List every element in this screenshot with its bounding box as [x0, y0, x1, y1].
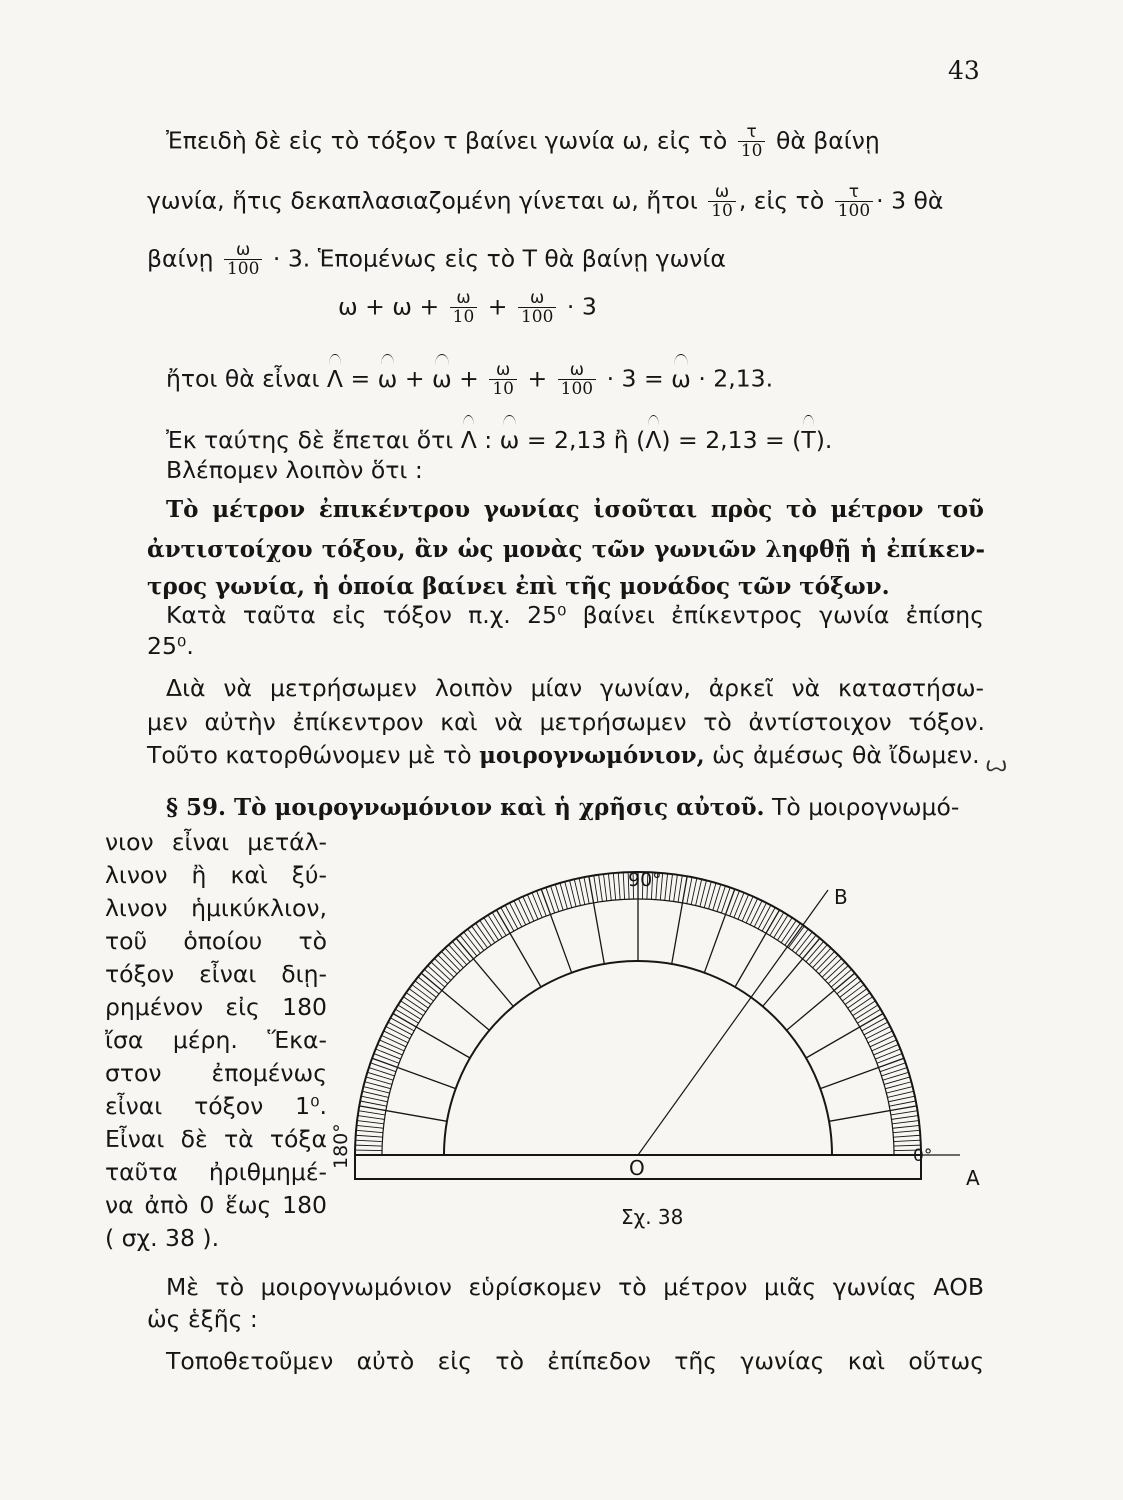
column-line-1: νιον εἶναι μετάλ-	[105, 828, 327, 856]
theorem-line-1: Τὸ μέτρον ἐπικέντρου γωνίας ἰσοῦται πρὸς τὸ μέτρον τοῦ	[166, 496, 984, 523]
text: βαίνῃ	[147, 244, 214, 273]
tick-mark	[754, 903, 766, 927]
math: ) = 2,13 = (	[661, 426, 802, 454]
column-line-4: τοῦ ὁποίου τὸ	[105, 927, 327, 955]
tick-mark	[888, 1096, 914, 1102]
text-line-13: Διὰ νὰ μετρήσωμεν λοιπὸν μίαν γωνίαν, ἀρκεῖ νὰ καταστήσω-	[166, 674, 984, 702]
tick-mark	[456, 938, 513, 1006]
fraction-omega-over-100	[518, 290, 556, 326]
tick-mark	[546, 887, 555, 913]
tick-mark	[669, 874, 672, 901]
tick-mark	[382, 1035, 406, 1046]
math: +	[527, 364, 548, 393]
column-line-13: ( σχ. 38 ).	[105, 1224, 220, 1252]
tick-mark	[734, 893, 744, 918]
tick-mark	[787, 973, 855, 1030]
numerator: ω	[714, 182, 730, 202]
denominator: 10	[489, 379, 517, 398]
tick-mark	[357, 1125, 384, 1128]
tick-mark	[386, 1027, 410, 1039]
denominator: 100	[224, 259, 262, 278]
tick-mark	[872, 1040, 897, 1051]
column-line-6: ρημένον εἰς 180	[105, 993, 327, 1021]
tick-mark	[891, 1111, 918, 1115]
denominator: 10	[708, 201, 736, 220]
tick-mark	[678, 875, 682, 902]
tick-mark	[514, 901, 526, 925]
column-line-9: εἶναι τόξον 1⁰.	[105, 1092, 327, 1120]
math: · 2,13.	[698, 364, 774, 393]
numerator: ω	[496, 360, 511, 380]
numerator: ω	[236, 240, 251, 260]
numerator: τ	[848, 182, 860, 202]
tick-mark	[691, 878, 697, 904]
label-90: 90°	[628, 869, 662, 891]
math: ).	[815, 426, 833, 454]
tick-mark	[537, 891, 547, 916]
tick-mark	[874, 1044, 899, 1055]
tick-mark	[604, 874, 607, 901]
tick-mark	[541, 889, 571, 973]
tick-mark	[357, 1121, 384, 1124]
math: +	[487, 292, 508, 321]
hat-omega: ω	[377, 364, 398, 393]
tick-mark	[421, 973, 489, 1030]
tick-mark	[589, 876, 604, 964]
tick-mark	[717, 886, 725, 912]
tick-mark	[594, 875, 598, 902]
ray-ob	[638, 890, 828, 1155]
text: · 3 θὰ	[876, 186, 944, 215]
tick-mark	[704, 889, 734, 973]
text-line-11: Κατὰ ταῦτα εἰς τόξον π.χ. 25⁰ βαίνει ἐπίκεντρος γωνία ἐπίσης	[166, 601, 984, 629]
hat-lambda: Λ	[326, 364, 343, 393]
bold-term: μοιρογνωμόνιον,	[479, 742, 705, 769]
tick-mark	[738, 895, 749, 920]
fraction-tau-over-10	[738, 124, 766, 160]
tick-mark	[358, 1111, 385, 1115]
text: Ἐπειδὴ δὲ εἰς τὸ τόξον τ βαίνει γωνία ω, εἰς τὸ	[166, 126, 728, 155]
math: · 3 =	[606, 364, 664, 393]
tick-mark	[358, 1116, 385, 1120]
equation-1	[338, 290, 597, 326]
tick-mark	[893, 1130, 920, 1132]
text-line-3	[147, 242, 726, 278]
numerator: ω	[569, 360, 585, 380]
numerator: τ	[746, 122, 757, 142]
fraction-tau-over-100	[835, 184, 873, 220]
tick-mark	[623, 872, 624, 899]
tick-mark	[892, 1121, 919, 1124]
theorem-line-2: ἀντιστοίχου τόξου, ἂν ὡς μονὰς τῶν γωνιῶν ληφθῇ ἡ ἐπίκεν-	[147, 536, 985, 563]
tick-mark	[355, 1140, 382, 1141]
text: , εἰς τὸ	[738, 186, 825, 215]
label-b: Β	[834, 885, 848, 909]
tick-mark	[355, 1145, 382, 1146]
tick-mark	[730, 891, 740, 916]
text-line-14: μεν αὐτὴν ἐπίκεντρον καὶ νὰ μετρήσωμεν τὸ ἀντίστοιχον τόξον.	[147, 708, 985, 736]
text-line-2	[147, 184, 985, 220]
tick-mark	[584, 877, 589, 904]
inner-arc	[444, 961, 832, 1155]
theorem-line-3: τρος γωνία, ἡ ὁποία βαίνει ἐπὶ τῆς μονάδος τῶν τόξων.	[147, 573, 890, 600]
page-number: 43	[948, 56, 980, 85]
tick-mark	[369, 1068, 395, 1076]
denominator: 10	[738, 141, 766, 160]
fraction-omega-over-10	[708, 184, 736, 220]
protractor-figure	[330, 855, 990, 1235]
tick-mark	[868, 1031, 892, 1043]
hat-omega: ω	[671, 364, 691, 393]
hat-lambda: Λ	[460, 426, 477, 454]
tick-mark	[379, 1040, 404, 1051]
fraction-omega-over-100	[558, 362, 596, 398]
numerator: ω	[456, 288, 471, 308]
tick-mark	[599, 875, 603, 902]
tick-mark	[532, 893, 542, 918]
fraction-omega-over-10	[450, 290, 478, 326]
tick-mark	[388, 1022, 412, 1035]
tick-mark	[608, 874, 611, 901]
tick-mark	[893, 1125, 920, 1128]
text: Ἐκ ταύτης δὲ ἔπεται ὅτι	[166, 426, 454, 454]
tick-mark	[613, 873, 615, 900]
fraction-omega-over-10	[489, 362, 517, 398]
tick-mark	[356, 1130, 383, 1132]
text: θὰ βαίνῃ	[775, 126, 880, 155]
protractor-diagram	[330, 855, 990, 1235]
tick-mark	[742, 896, 753, 921]
text-line-6	[166, 424, 832, 456]
math: =	[350, 364, 371, 393]
tick-mark	[551, 886, 559, 912]
tick-mark	[763, 938, 820, 1006]
column-line-5: τόξον εἶναι διῃ-	[105, 960, 327, 988]
tick-mark	[518, 899, 529, 923]
tick-mark	[820, 1058, 904, 1088]
equation-2	[166, 362, 773, 398]
tick-mark	[864, 1022, 888, 1035]
label-180: 180°	[330, 1123, 352, 1169]
tick-mark	[750, 901, 762, 925]
section-title: § 59. Τὸ μοιρογνωμόνιον καὶ ἡ χρῆσις αὐτοῦ.	[166, 794, 765, 821]
text-line-7: Βλέπομεν λοιπὸν ὅτι :	[166, 456, 423, 484]
denominator: 100	[835, 201, 873, 220]
tick-mark	[889, 1101, 916, 1106]
tick-mark	[370, 1063, 396, 1072]
text-line-31: Τοποθετοῦμεν αὐτὸ εἰς τὸ ἐπίπεδον τῆς γωνίας καὶ οὕτως	[166, 1347, 984, 1375]
label-a: Α	[966, 1166, 980, 1190]
tick-mark	[384, 1031, 408, 1043]
text-line-12: 25⁰.	[147, 632, 194, 660]
text-line-29: Μὲ τὸ μοιρογνωμόνιον εὑρίσκομεν τὸ μέτρον μιᾶς γωνίας ΑΟΒ	[166, 1273, 984, 1301]
tick-mark	[880, 1063, 906, 1072]
tick-mark	[881, 1068, 907, 1076]
tick-mark	[875, 1049, 900, 1059]
denominator: 100	[518, 307, 556, 326]
math: :	[484, 426, 493, 454]
label-0-degrees: 0°	[913, 1146, 933, 1166]
hat-omega: ω	[432, 364, 452, 393]
tick-mark	[665, 874, 668, 901]
math: = 2,13 ἢ (	[526, 426, 646, 454]
text: γωνία, ἥτις δεκαπλασιαζομένη γίνεται ω, ἤτοι	[147, 186, 698, 215]
text: · 3. Ἑπομένως εἰς τὸ Τ θὰ βαίνῃ γωνία	[272, 244, 726, 273]
tick-mark	[674, 875, 678, 902]
label-o: O	[629, 1156, 645, 1180]
tick-mark	[618, 873, 620, 900]
tick-mark	[378, 1044, 403, 1055]
hat-t: Τ	[801, 426, 816, 454]
tick-mark	[894, 1140, 921, 1141]
fraction-omega-over-100	[224, 242, 262, 278]
tick-mark	[376, 1049, 401, 1059]
tick-mark	[758, 905, 771, 929]
column-line-3: λινον ἡμικύκλιον,	[105, 894, 327, 922]
column-line-8: στον ἐπομένως	[105, 1059, 327, 1087]
tick-mark	[579, 878, 585, 904]
tick-mark	[523, 896, 534, 921]
margin-pencil-mark: ꙍ	[985, 752, 1008, 777]
math: +	[404, 364, 425, 393]
hat-lambda: Λ	[645, 426, 662, 454]
tick-mark	[356, 1135, 383, 1137]
tick-mark	[361, 1096, 387, 1102]
text: ἤτοι θὰ εἶναι	[166, 364, 320, 393]
section-heading-line	[166, 791, 984, 824]
tick-mark	[877, 1054, 902, 1064]
tick-mark	[893, 1135, 920, 1137]
figure-caption: Σχ. 38	[621, 1205, 684, 1229]
tick-mark	[870, 1035, 894, 1046]
column-line-11: ταῦτα ἠριθμημέ-	[105, 1158, 327, 1186]
tick-mark	[829, 1106, 917, 1121]
column-line-2: λινον ἢ καὶ ξύ-	[105, 861, 327, 889]
text-line-30: ὡς ἑξῆς :	[147, 1305, 258, 1333]
tick-mark	[505, 905, 518, 929]
tick-mark	[360, 1101, 387, 1106]
column-line-12: να ἀπὸ 0 ἕως 180	[105, 1191, 327, 1219]
tick-mark	[866, 1027, 890, 1039]
tick-mark	[892, 1116, 919, 1120]
text: Τὸ μοιρογνωμό-	[772, 793, 960, 821]
tick-mark	[746, 899, 757, 923]
tick-mark	[359, 1106, 447, 1121]
tick-mark	[372, 1058, 456, 1088]
hat-omega: ω	[499, 426, 520, 454]
tick-mark	[721, 887, 730, 913]
math: · 3	[566, 292, 597, 321]
column-line-7: ἴσα μέρη. Ἕκα-	[105, 1026, 327, 1054]
text-line-1	[166, 124, 984, 160]
tick-mark	[374, 1054, 399, 1064]
tick-mark	[510, 903, 522, 927]
denominator: 100	[558, 379, 596, 398]
tick-mark	[527, 895, 538, 920]
protractor-tick-marks	[355, 872, 921, 1155]
math: +	[459, 364, 479, 393]
text: ὡς ἀμέσως θὰ ἴδωμεν.	[712, 741, 980, 769]
tick-mark	[672, 876, 687, 964]
math: ω + ω +	[338, 292, 440, 321]
text: Τοῦτο κατορθώνομεν μὲ τὸ	[147, 741, 472, 769]
denominator: 10	[450, 307, 478, 326]
numerator: ω	[530, 288, 545, 308]
column-line-10: Εἶναι δὲ τὰ τόξα	[105, 1125, 327, 1153]
text-line-15	[147, 739, 980, 772]
tick-mark	[687, 877, 692, 904]
